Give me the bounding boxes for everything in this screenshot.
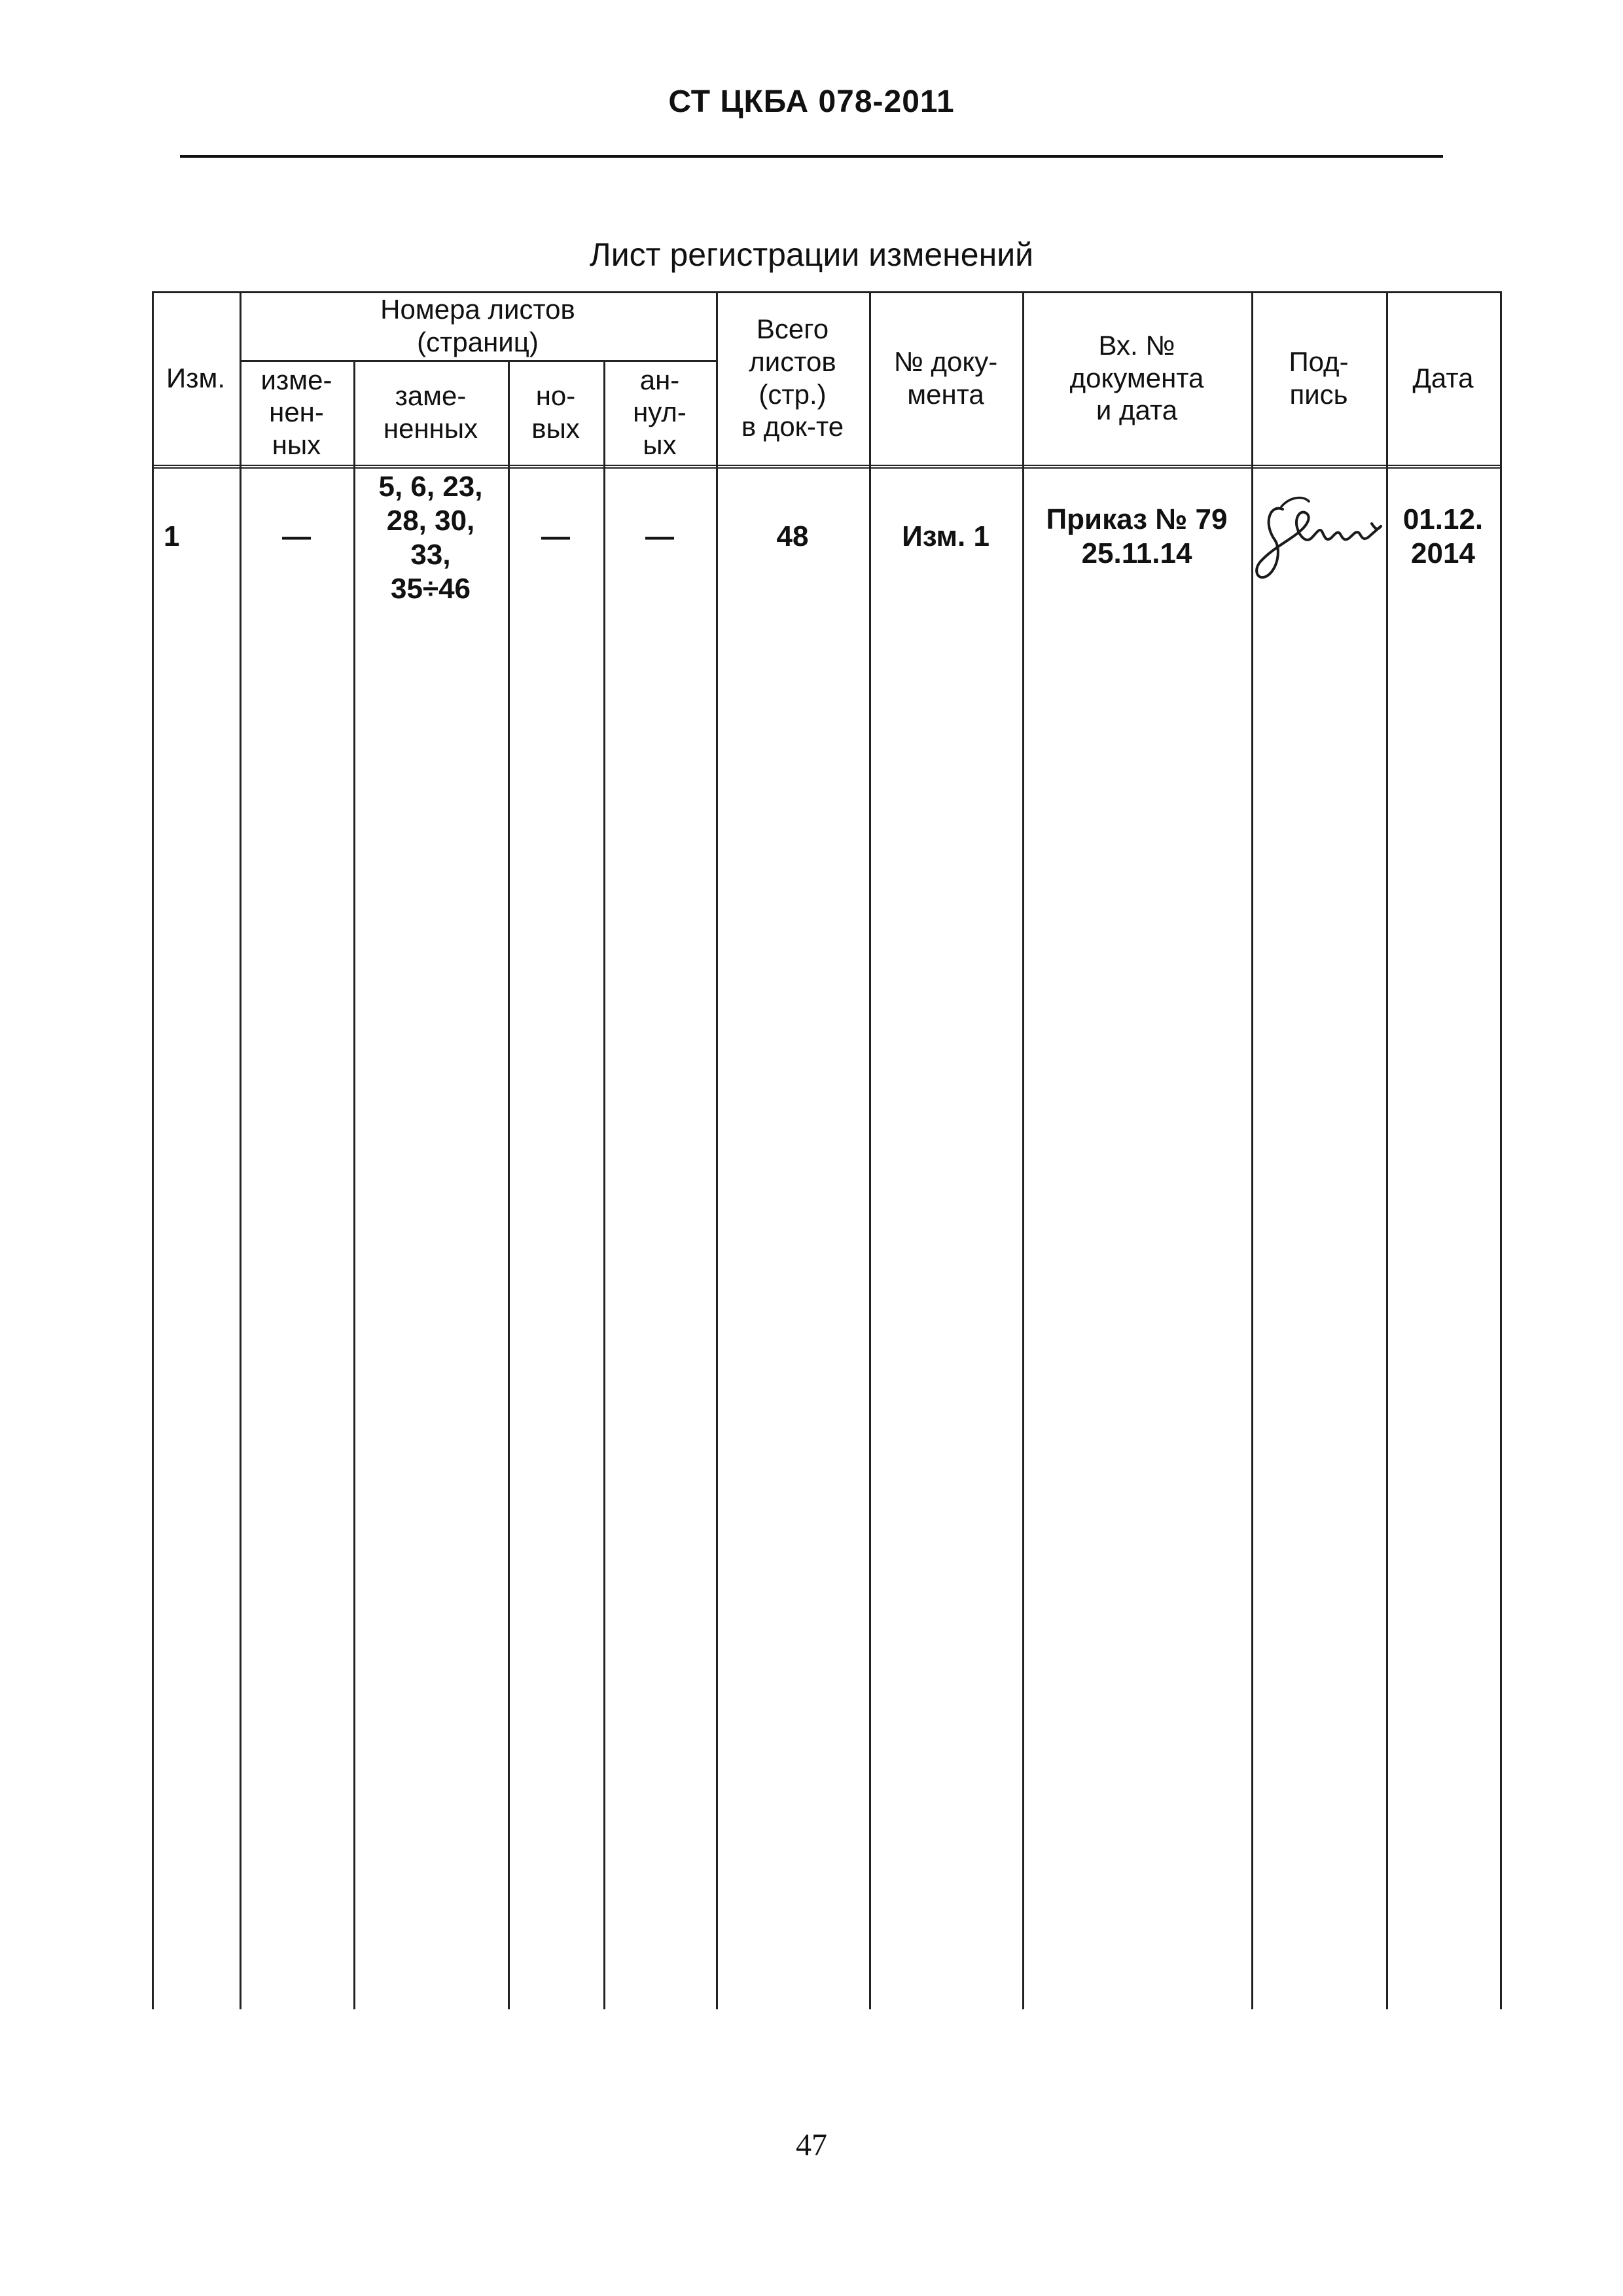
cell-incoming-doc: Приказ № 79 25.11.14 [1046,503,1228,569]
cell-date: 01.12. 2014 [1402,503,1484,569]
cell-annulled: — [645,520,674,552]
header-total-sheets: Всего листов (стр.) в док-те [741,314,844,442]
header-signature: Под- пись [1289,346,1349,410]
header-incoming-doc: Вх. № документа и дата [1069,330,1204,426]
header-changed: изме- нен- ных [260,364,332,460]
cell-replaced: 5, 6, 23, 28, 30, 33, 35÷46 [378,471,483,605]
cell-doc-number: Изм. 1 [902,520,990,552]
signature-image [1243,478,1394,589]
col-line-2 [353,360,355,2009]
col-line-4 [603,360,605,2009]
header-new: но- вых [531,380,580,444]
header-izm: Изм. [166,362,225,393]
col-line-3 [508,360,510,2009]
document-code: СТ ЦКБА 078-2011 [668,84,955,119]
cell-izm: 1 [164,520,180,552]
cell-changed: — [282,520,311,552]
cell-total: 48 [776,520,809,552]
header-sheet-numbers: Номера листов (страниц) [380,293,575,357]
header-replaced: заме- ненных [383,380,478,444]
col-line-10 [1500,291,1502,2009]
header-rule [180,155,1443,158]
cell-new: — [541,520,570,552]
sheet-title: Лист регистрации изменений [589,236,1034,273]
page-number: 47 [796,2128,827,2162]
header-doc-number: № доку- мента [893,346,998,410]
col-line-0 [152,291,154,2009]
header-annulled: ан- нул- ых [633,364,687,460]
header-date: Дата [1412,362,1474,393]
